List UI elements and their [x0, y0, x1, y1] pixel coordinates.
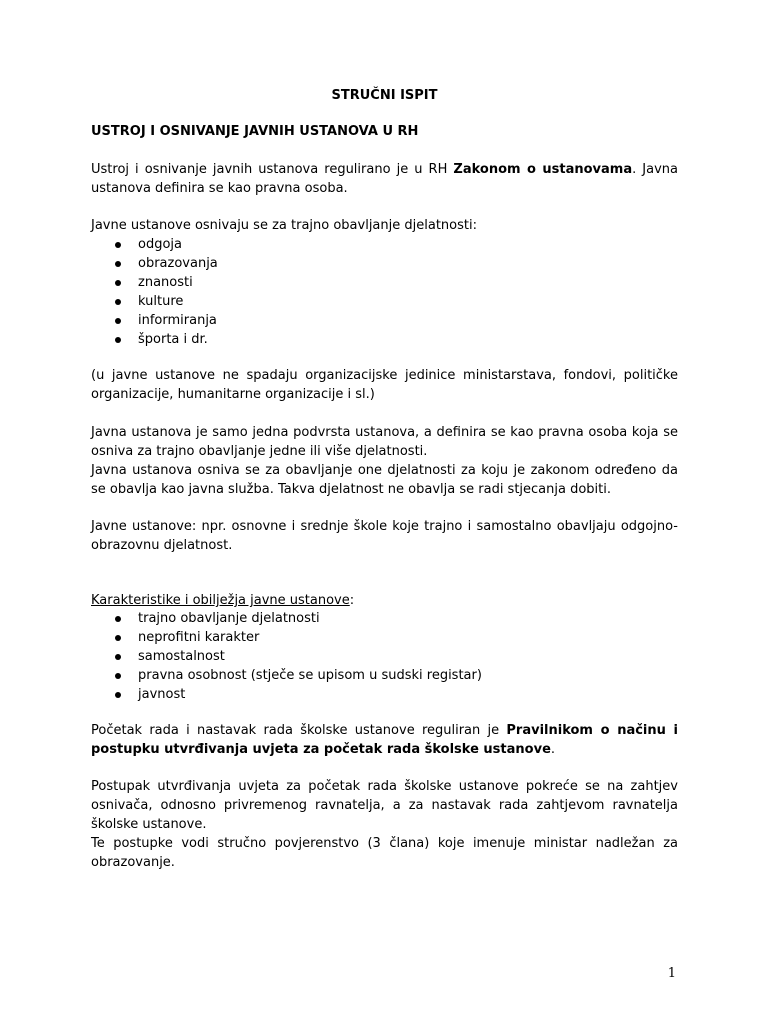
activities-list — [91, 235, 218, 349]
list-item: obrazovanja — [91, 254, 218, 273]
list-item: informiranja — [91, 311, 218, 330]
list-item: pravna osobnost (stječe se upisom u sudski registar) — [91, 666, 482, 685]
list-item: znanosti — [91, 273, 218, 292]
law-reference: Zakonom o ustanovama — [453, 162, 633, 177]
procedure-paragraph-2: Te postupke vodi stručno povjerenstvo (3 člana) koje imenuje ministar nadležan za obrazovanje. — [91, 836, 678, 870]
list-item: kulture — [91, 292, 218, 311]
intro-text-end: . Javna ustanova definira se kao pravna osoba. — [91, 162, 679, 196]
page-number: 1 — [667, 966, 676, 981]
regulation-reference: Pravilnikom o načinu i postupku utvrđivanja uvjeta za početak rada školske ustanove — [91, 723, 678, 757]
characteristics-heading-text: Karakteristike i obilježja javne ustanove — [91, 593, 350, 608]
section-heading: USTROJ I OSNIVANJE JAVNIH USTANOVA U RH — [91, 124, 419, 139]
regulation-paragraph — [91, 721, 678, 759]
procedure-paragraph: Postupak utvrđivanja uvjeta za početak rada školske ustanove pokreće se na zahtjev osnivača, odnosno privremenog ravnatelja, a za nastavak rada zahtjevom ravnatelja školske ustanove. — [91, 779, 678, 832]
list-item: trajno obavljanje djelatnosti — [91, 609, 482, 628]
characteristics-heading — [91, 591, 678, 610]
definition-paragraph-2: Javna ustanova osniva se za obavljanje one djelatnosti za koju je zakonom određeno da se obavlja kao javna služba. Takva djelatnost ne obavlja se radi stjecanja dobiti. — [91, 463, 678, 497]
activities-intro: Javne ustanove osnivaju se za trajno obavljanje djelatnosti: — [91, 218, 477, 233]
regulation-text-end: . — [550, 742, 556, 757]
definition-paragraph: Javna ustanova je samo jedna podvrsta ustanova, a definira se kao pravna osoba koja se osniva za trajno obavljanje jedne ili više djelatnosti. — [91, 425, 678, 459]
list-item: športa i dr. — [91, 330, 218, 349]
list-item: neprofitni karakter — [91, 628, 482, 647]
characteristics-list — [91, 609, 482, 704]
intro-paragraph — [91, 160, 678, 198]
list-item: odgoja — [91, 235, 218, 254]
list-item: samostalnost — [91, 647, 482, 666]
regulation-text: Početak rada i nastavak rada školske ustanove reguliran je — [91, 723, 507, 738]
intro-text: Ustroj i osnivanje javnih ustanova regulirano je u RH — [91, 162, 454, 177]
characteristics-colon: : — [349, 593, 355, 608]
document-title: STRUČNI ISPIT — [331, 88, 438, 103]
exclusion-note: (u javne ustanove ne spadaju organizacijske jedinice ministarstava, fondovi, političke organizacije, humanitarne organizacije i sl.) — [91, 368, 678, 402]
examples-paragraph: Javne ustanove: npr. osnovne i srednje škole koje trajno i samostalno obavljaju odgojno-obrazovnu djelatnost. — [91, 519, 678, 553]
list-item: javnost — [91, 685, 482, 704]
